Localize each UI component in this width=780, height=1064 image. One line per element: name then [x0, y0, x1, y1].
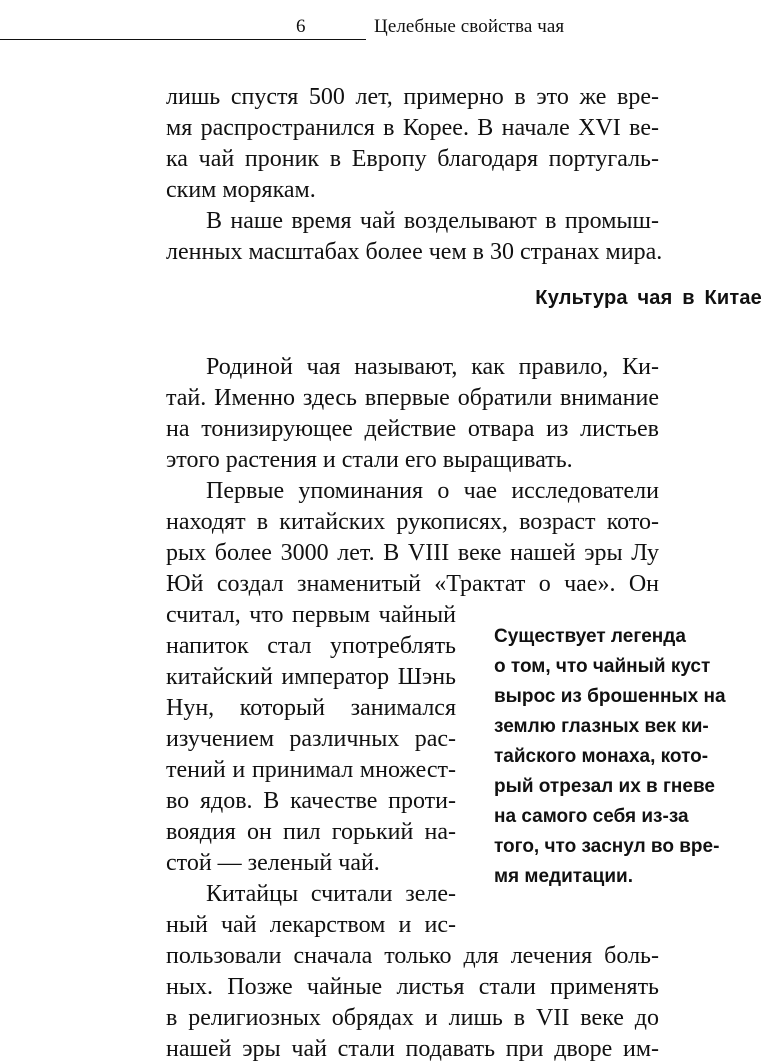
section-heading: Культура чая в Китае	[535, 287, 762, 309]
page-number: 6	[296, 16, 306, 37]
text-line: Китайцы считали зеле-	[206, 881, 456, 907]
text-line: тай. Именно здесь впервые обратили внимание	[166, 385, 659, 411]
text-line: воядия он пил горький на-	[166, 819, 456, 845]
text-line: находят в китайских рукописях, возраст кото-	[166, 509, 659, 535]
text-line: ка чай проник в Европу благодаря португаль-	[166, 146, 659, 172]
text-line: стой — зеленый чай.	[166, 850, 380, 876]
sidebar-line: Существует легенда	[494, 626, 686, 647]
text-line: нашей эры чай стали подавать при дворе им-	[166, 1036, 659, 1062]
text-line: ный чай лекарством и ис-	[166, 912, 456, 938]
header-rule	[0, 39, 366, 40]
text-line: Нун, который занимался	[166, 695, 456, 721]
sidebar-line: мя медитации.	[494, 866, 633, 887]
sidebar-line: того, что заснул во вре-	[494, 836, 720, 857]
text-line: на тонизирующее действие отвара из листьев	[166, 416, 659, 442]
sidebar-line: на самого себя из-за	[494, 806, 689, 827]
sidebar-line: о том, что чайный куст	[494, 656, 711, 677]
text-line: В наше время чай возделывают в промыш-	[206, 208, 659, 234]
text-line: в религиозных обрядах и лишь в VII веке до	[166, 1005, 659, 1031]
sidebar-line: вырос из брошенных на	[494, 686, 726, 707]
text-line: считал, что первым чайный	[166, 602, 456, 628]
sidebar-line: рый отрезал их в гневе	[494, 776, 715, 797]
text-line: китайский император Шэнь	[166, 664, 456, 690]
text-line: Юй создал знаменитый «Трактат о чае». Он	[166, 571, 659, 597]
text-line: напиток стал употреблять	[166, 633, 456, 659]
running-header	[0, 14, 780, 44]
text-line: изучением различных рас-	[166, 726, 456, 752]
text-line: этого растения и стали его выращивать.	[166, 447, 573, 473]
text-line: Первые упоминания о чае исследователи	[206, 478, 659, 504]
text-line: ским морякам.	[166, 177, 316, 203]
text-line: рых более 3000 лет. В VIII веке нашей эры Лу	[166, 540, 659, 566]
text-line: Родиной чая называют, как правило, Ки-	[206, 354, 659, 380]
text-line: лишь спустя 500 лет, примерно в это же вре-	[166, 84, 659, 110]
text-line: ных. Позже чайные листья стали применять	[166, 974, 659, 1000]
running-title: Целебные свойства чая	[374, 16, 565, 37]
text-line: ленных масштабах более чем в 30 странах мира.	[166, 239, 663, 265]
text-line: пользовали сначала только для лечения боль-	[166, 943, 659, 969]
text-line: мя распространился в Корее. В начале XVI ве-	[166, 115, 659, 141]
text-line: тений и принимал множест-	[166, 757, 456, 783]
text-line: во ядов. В качестве проти-	[166, 788, 456, 814]
sidebar-line: землю глазных век ки-	[494, 716, 709, 737]
sidebar-line: тайского монаха, кото-	[494, 746, 709, 767]
